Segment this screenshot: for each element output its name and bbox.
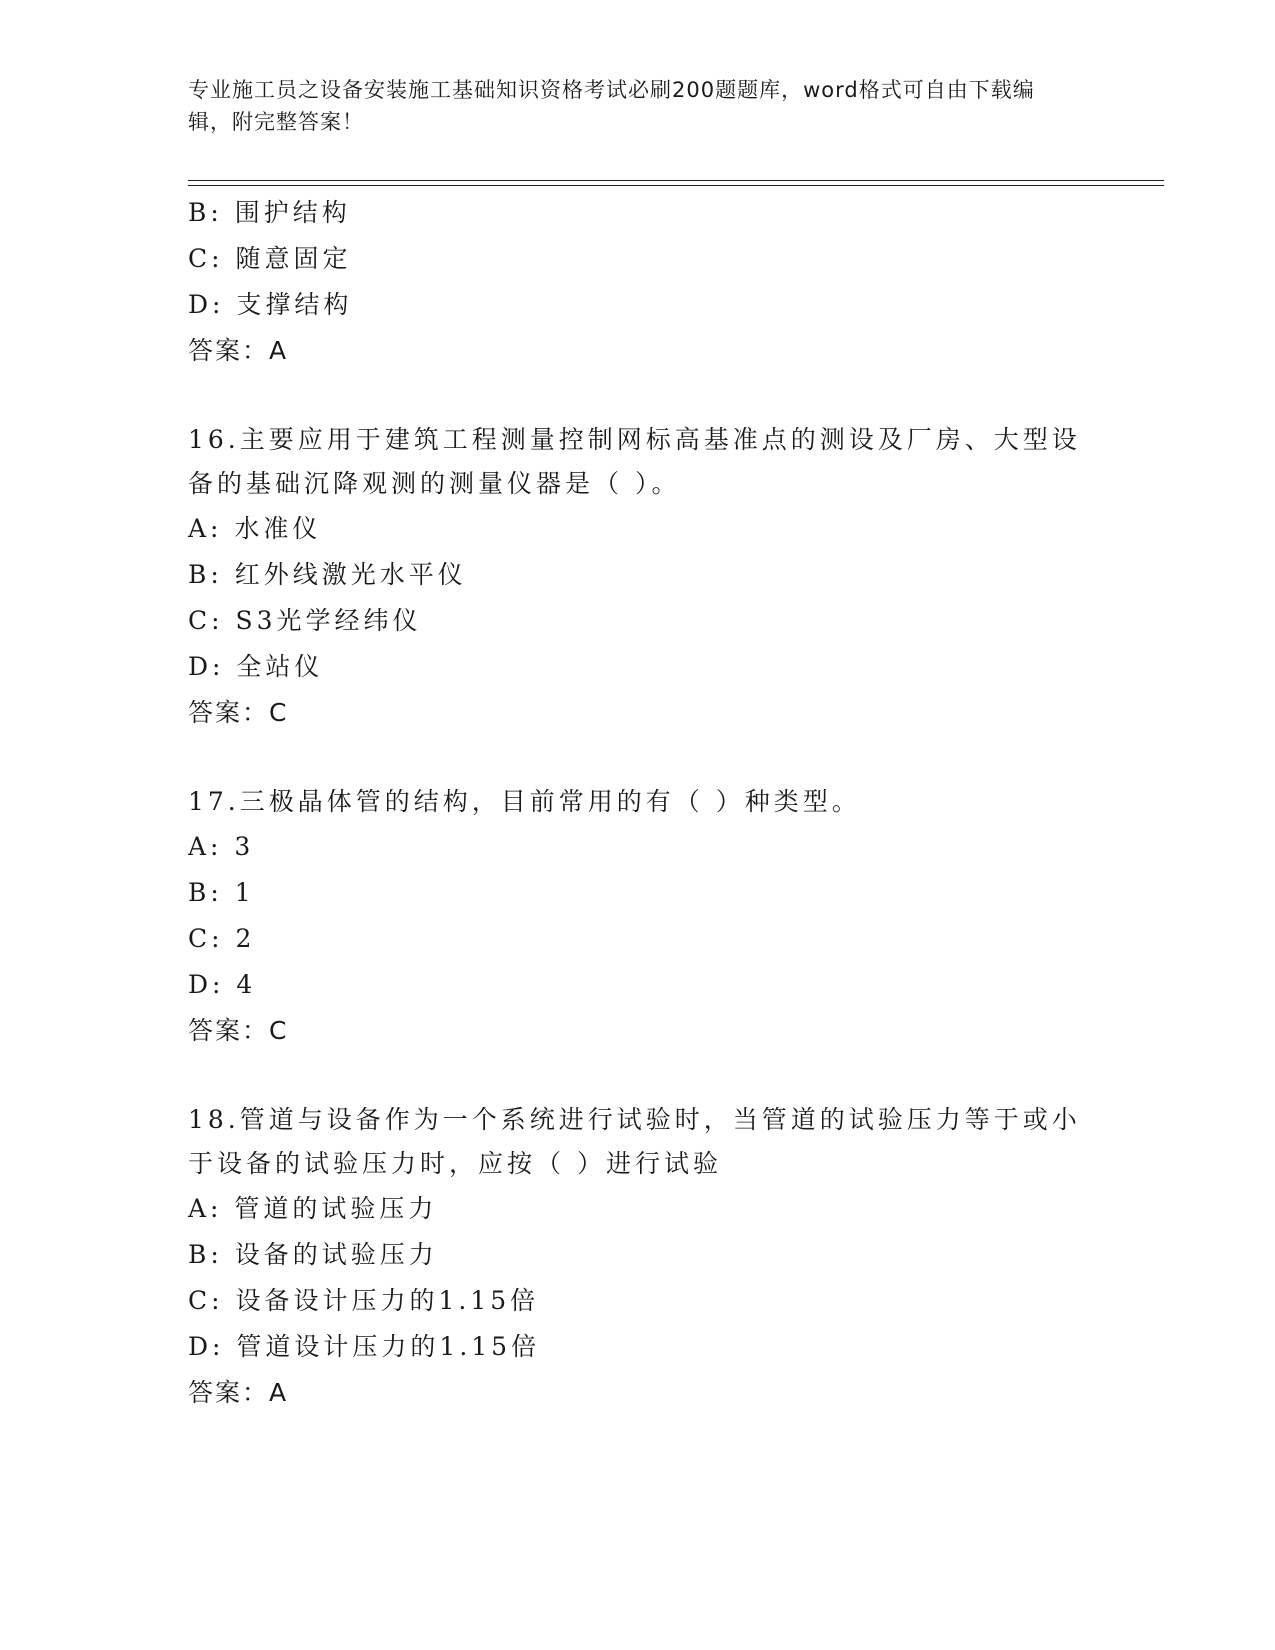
question-18 — [188, 1098, 1088, 1416]
answer-line: 答案：A — [188, 336, 289, 365]
option-d: D: 支撑结构 — [188, 290, 353, 319]
question-text: 18.管道与设备作为一个系统进行试验时，当管道的试验压力等于或小于设备的试验压力时，应按（ ）进行试验 — [188, 1105, 1081, 1178]
answer-line: 答案：A — [188, 1378, 289, 1407]
option-a: A: 3 — [188, 832, 255, 861]
document-body — [188, 190, 1088, 1416]
answer-line: 答案：C — [188, 698, 289, 727]
question-text: 16.主要应用于建筑工程测量控制网标高基准点的测设及厂房、大型设备的基础沉降观测的测量仪器是（ ）。 — [188, 425, 1081, 498]
document-header: 专业施工员之设备安装施工基础知识资格考试必刷200题题库，word格式可自由下载编辑，附完整答案！ — [188, 78, 1035, 134]
option-b: B: 围护结构 — [188, 198, 351, 227]
answer-line: 答案：C — [188, 1016, 289, 1045]
option-c: C: S3光学经纬仪 — [188, 606, 422, 635]
option-b: B: 1 — [188, 878, 255, 907]
option-b: B: 红外线激光水平仪 — [188, 560, 467, 589]
option-d: D: 4 — [188, 970, 257, 999]
question-17 — [188, 780, 1088, 1054]
option-a: A: 水准仪 — [188, 514, 322, 543]
option-a: A: 管道的试验压力 — [188, 1194, 438, 1223]
option-c: C: 随意固定 — [188, 244, 352, 273]
option-c: C: 2 — [188, 924, 256, 953]
header-rule-top — [188, 180, 1164, 181]
partial-question-15 — [188, 190, 1088, 374]
option-b: B: 设备的试验压力 — [188, 1240, 438, 1269]
option-c: C: 设备设计压力的1.15倍 — [188, 1286, 540, 1315]
question-16 — [188, 418, 1088, 736]
header-rule-bottom — [188, 185, 1164, 186]
option-d: D: 全站仪 — [188, 652, 324, 681]
option-d: D: 管道设计压力的1.15倍 — [188, 1332, 541, 1361]
question-text: 17.三极晶体管的结构，目前常用的有（ ）种类型。 — [188, 787, 861, 816]
